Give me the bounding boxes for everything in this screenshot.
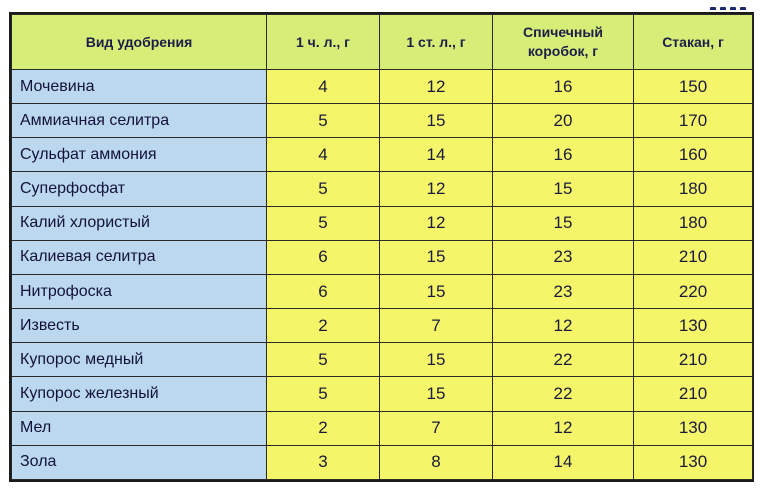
table-row [12,377,753,411]
header-glass: Стакан, г [634,15,753,70]
cell-tablespoon-grams: 15 [380,343,493,377]
table-row [12,104,753,138]
table-row [12,206,753,240]
cell-teaspoon-grams: 4 [267,70,380,104]
cell-tablespoon-grams: 7 [380,411,493,445]
cell-matchbox-grams: 15 [493,206,634,240]
cell-fertilizer-name: Купорос железный [12,377,267,411]
table-body [12,70,753,480]
table-row [12,343,753,377]
header-fertilizer-type: Вид удобрения [12,15,267,70]
cell-teaspoon-grams: 2 [267,309,380,343]
header-tablespoon: 1 ст. л., г [380,15,493,70]
cell-tablespoon-grams: 15 [380,240,493,274]
cell-teaspoon-grams: 5 [267,172,380,206]
cell-glass-grams: 130 [634,309,753,343]
cell-matchbox-grams: 16 [493,138,634,172]
cell-fertilizer-name: Купорос медный [12,343,267,377]
table-row [12,411,753,445]
cell-teaspoon-grams: 3 [267,445,380,479]
cell-glass-grams: 180 [634,206,753,240]
cell-fertilizer-name: Аммиачная селитра [12,104,267,138]
cell-matchbox-grams: 22 [493,377,634,411]
cell-teaspoon-grams: 5 [267,343,380,377]
cell-fertilizer-name: Калиевая селитра [12,240,267,274]
cell-fertilizer-name: Нитрофоска [12,274,267,308]
cell-matchbox-grams: 15 [493,172,634,206]
table-row [12,445,753,479]
table-row [12,172,753,206]
cell-fertilizer-name: Мочевина [12,70,267,104]
cell-teaspoon-grams: 6 [267,274,380,308]
cell-tablespoon-grams: 15 [380,377,493,411]
table-row [12,240,753,274]
header-row [12,15,753,70]
header-teaspoon: 1 ч. л., г [267,15,380,70]
cell-glass-grams: 210 [634,343,753,377]
cell-tablespoon-grams: 7 [380,309,493,343]
cell-glass-grams: 180 [634,172,753,206]
table-row [12,274,753,308]
cell-fertilizer-name: Мел [12,411,267,445]
cell-glass-grams: 210 [634,377,753,411]
cell-tablespoon-grams: 15 [380,274,493,308]
cell-teaspoon-grams: 5 [267,377,380,411]
cell-glass-grams: 160 [634,138,753,172]
cell-glass-grams: 150 [634,70,753,104]
cell-glass-grams: 210 [634,240,753,274]
cell-matchbox-grams: 14 [493,445,634,479]
cell-matchbox-grams: 12 [493,309,634,343]
cell-tablespoon-grams: 14 [380,138,493,172]
cell-teaspoon-grams: 6 [267,240,380,274]
cell-fertilizer-name: Калий хлористый [12,206,267,240]
cell-matchbox-grams: 23 [493,240,634,274]
table-row [12,309,753,343]
cell-fertilizer-name: Сульфат аммония [12,138,267,172]
cell-glass-grams: 220 [634,274,753,308]
cell-tablespoon-grams: 8 [380,445,493,479]
cell-tablespoon-grams: 12 [380,172,493,206]
cell-glass-grams: 170 [634,104,753,138]
cell-matchbox-grams: 23 [493,274,634,308]
header-matchbox: Спичечный коробок, г [493,15,634,70]
fertilizer-measure-table [9,12,754,482]
cell-matchbox-grams: 20 [493,104,634,138]
cell-teaspoon-grams: 5 [267,206,380,240]
data-table [11,14,753,480]
cell-tablespoon-grams: 15 [380,104,493,138]
cell-teaspoon-grams: 4 [267,138,380,172]
cell-teaspoon-grams: 2 [267,411,380,445]
cell-fertilizer-name: Зола [12,445,267,479]
cell-teaspoon-grams: 5 [267,104,380,138]
cell-tablespoon-grams: 12 [380,70,493,104]
cell-fertilizer-name: Суперфосфат [12,172,267,206]
cell-tablespoon-grams: 12 [380,206,493,240]
cropped-decoration [710,0,758,10]
cell-glass-grams: 130 [634,445,753,479]
table-row [12,70,753,104]
cell-matchbox-grams: 12 [493,411,634,445]
table-row [12,138,753,172]
cell-matchbox-grams: 22 [493,343,634,377]
cell-fertilizer-name: Известь [12,309,267,343]
cell-glass-grams: 130 [634,411,753,445]
cell-matchbox-grams: 16 [493,70,634,104]
